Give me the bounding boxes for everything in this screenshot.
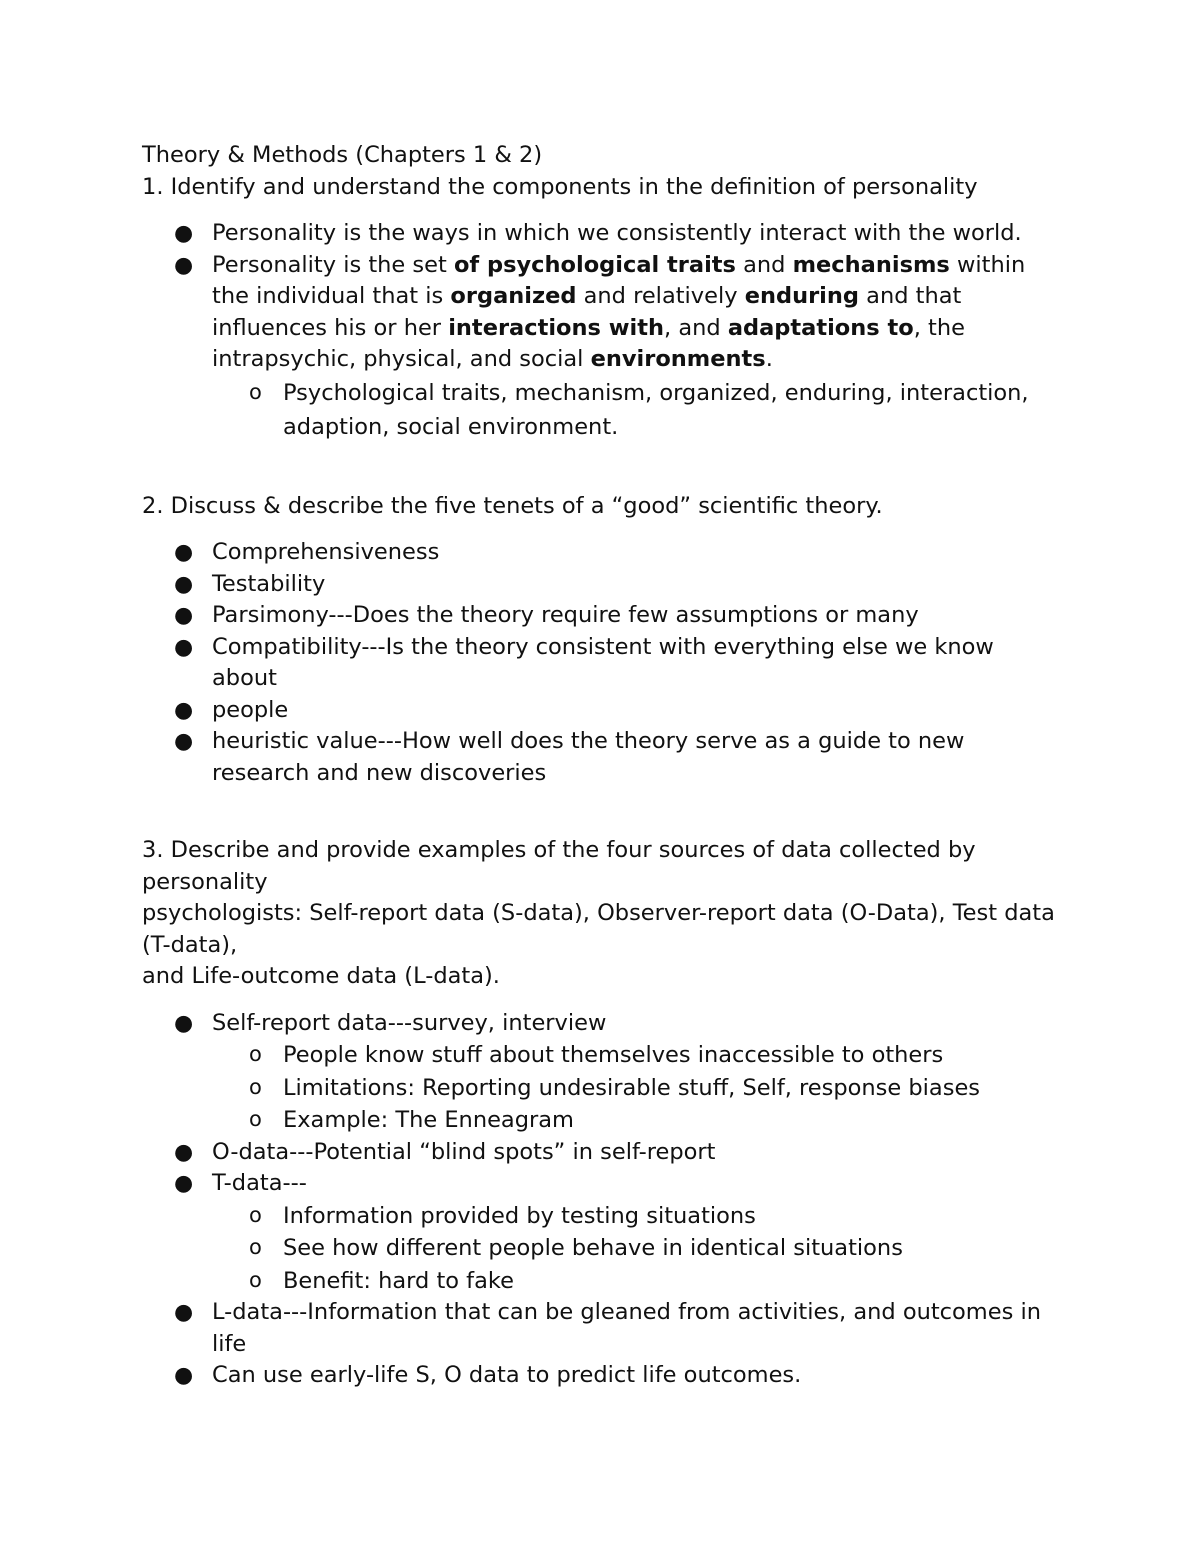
list-item-text: Can use early-life S, O data to predict life outcomes.	[212, 1362, 802, 1388]
text-run: and	[735, 251, 793, 278]
list-item-text: Comprehensiveness	[212, 539, 440, 565]
sub-list-item	[212, 376, 1062, 444]
sub-bullet-marker: o	[249, 1267, 262, 1292]
list-item	[142, 218, 1062, 250]
list-item-text: heuristic value---How well does the theory serve as a guide to new research and new discoveries	[212, 728, 965, 786]
section-spacer	[142, 789, 1062, 835]
bold-term: enduring	[744, 283, 860, 309]
bullet-marker: ●	[174, 1171, 194, 1196]
sub-list	[212, 1039, 1062, 1137]
sub-list-item	[212, 1200, 1062, 1233]
sub-list	[212, 1200, 1062, 1298]
list-item	[142, 1168, 1062, 1297]
sub-list-item-text: Psychological traits, mechanism, organized, enduring, interaction, adaption, social environment.	[283, 379, 1029, 440]
sub-list-item-text: See how different people behave in identical situations	[283, 1235, 903, 1261]
list-item	[142, 250, 1062, 444]
sub-list-item	[212, 1039, 1062, 1072]
list-item-text: Personality is the ways in which we consistently interact with the world.	[212, 220, 1022, 246]
sub-list-item-text: Example: The Enneagram	[283, 1107, 574, 1133]
definition-sub-list	[212, 376, 1062, 444]
bullet-marker: ●	[174, 540, 194, 565]
list-item-text: T-data---	[212, 1170, 307, 1196]
bullet-marker: ●	[174, 697, 194, 723]
list-item	[142, 569, 1062, 601]
list-item	[142, 600, 1062, 632]
text-run: and relatively	[576, 283, 745, 309]
list-item-text: Testability	[212, 570, 326, 597]
bold-term: of psychological traits	[453, 251, 736, 278]
text-run: Personality is the set	[212, 251, 454, 278]
sub-list-item	[212, 1232, 1062, 1265]
list-item-text: Parsimony---Does the theory require few assumptions or many	[212, 602, 919, 628]
list-item	[142, 1137, 1062, 1169]
question-1-title: 1. Identify and understand the components in the definition of personality	[142, 173, 978, 200]
question-3-title-line: psychologists: Self-report data (S-data), Observer-report data (O-Data), Test data (T-data),	[142, 900, 1055, 958]
bold-term: adaptations to	[727, 314, 914, 341]
sub-list-item	[212, 1265, 1062, 1298]
sub-bullet-marker: o	[249, 1074, 262, 1099]
bullet-marker: ●	[174, 603, 194, 628]
list-item	[142, 632, 1062, 695]
list-item	[142, 695, 1062, 727]
question-3-title-line: 3. Describe and provide examples of the four sources of data collected by personality	[142, 837, 976, 895]
bold-term: environments	[590, 346, 766, 372]
sub-bullet-marker: o	[249, 1202, 262, 1227]
list-item	[142, 1297, 1062, 1360]
bullet-marker: ●	[174, 571, 194, 597]
bullet-marker: ●	[174, 1139, 194, 1165]
sub-list-item-text: Benefit: hard to fake	[283, 1267, 514, 1294]
bold-term: interactions with	[448, 314, 665, 341]
question-2-title: 2. Discuss & describe the five tenets of a “good” scientific theory.	[142, 492, 883, 519]
list-item-text: Compatibility---Is the theory consistent with everything else we know about	[212, 633, 994, 691]
text-run: , and	[664, 314, 728, 341]
bold-term: organized	[450, 283, 577, 309]
sub-bullet-marker: o	[249, 1042, 262, 1066]
list-item	[142, 537, 1062, 569]
list-item-text: O-data---Potential “blind spots” in self-report	[212, 1138, 716, 1165]
text-run: within the individual that is	[212, 251, 1026, 309]
sub-list-item-text: Limitations: Reporting undesirable stuff, Self, response biases	[283, 1074, 981, 1101]
question-3-title-line: and Life-outcome data (L-data).	[142, 963, 500, 989]
list-item	[142, 1360, 1062, 1392]
bullet-marker: ●	[174, 221, 194, 246]
list-item	[142, 1008, 1062, 1137]
bullet-marker: ●	[174, 1010, 194, 1036]
section-spacer	[142, 444, 1062, 491]
question-3-list	[142, 1008, 1062, 1392]
sub-bullet-marker: o	[249, 379, 262, 404]
sub-bullet-marker: o	[249, 1107, 262, 1131]
list-item-text: people	[212, 696, 289, 723]
sub-list-item-text: People know stuff about themselves inaccessible to others	[283, 1042, 944, 1068]
text-run: , the intrapsychic, physical, and social	[212, 314, 965, 372]
bullet-marker: ●	[174, 729, 194, 754]
document-heading: Theory & Methods (Chapters 1 & 2)	[142, 142, 543, 168]
bullet-marker: ●	[174, 252, 194, 278]
list-item-text: Self-report data---survey, interview	[212, 1009, 607, 1036]
bullet-marker: ●	[174, 1363, 194, 1388]
list-item-text: L-data---Information that can be gleaned from activities, and outcomes in life	[212, 1299, 1041, 1357]
sub-list-item	[212, 1104, 1062, 1137]
list-item	[142, 726, 1062, 789]
bullet-marker: ●	[174, 1300, 194, 1325]
document-page	[142, 140, 1062, 1392]
text-run: .	[765, 346, 773, 372]
sub-list-item-text: Information provided by testing situations	[283, 1202, 756, 1229]
sub-list-item	[212, 1072, 1062, 1105]
definition-text	[212, 252, 1025, 373]
question-2-list	[142, 537, 1062, 789]
sub-bullet-marker: o	[249, 1235, 262, 1259]
question-1-list	[142, 218, 1062, 444]
bold-term: mechanisms	[792, 251, 950, 278]
bullet-marker: ●	[174, 634, 194, 660]
text-run: and that influences his or her	[212, 283, 962, 341]
